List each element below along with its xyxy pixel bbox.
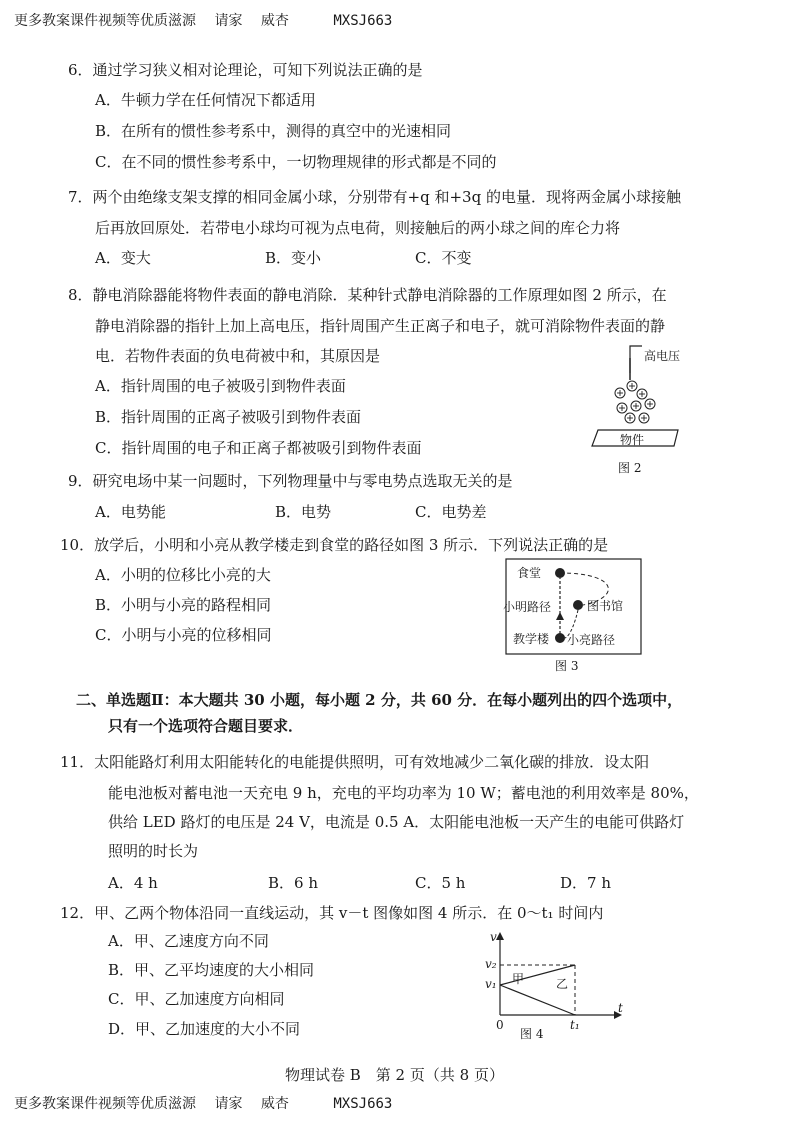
q9-option-b: B．电势 (275, 503, 332, 521)
q8-option-c: C．指针周围的电子和正离子都被吸引到物件表面 (95, 439, 422, 457)
q6-option-b: B．在所有的惯性参考系中，测得的真空中的光速相同 (95, 122, 452, 140)
q8-option-a: A．指针周围的电子被吸引到物件表面 (95, 377, 346, 395)
q11-option-c: C．5 h (415, 874, 466, 892)
fig4-v-axis-label: v (490, 930, 497, 944)
fig4-v2-label: v₂ (485, 957, 497, 971)
fig3-xiaoming-path-label: 小明路径 (503, 600, 552, 614)
q9-option-a: A．电势能 (95, 503, 166, 521)
q8-option-b: B．指针周围的正离子被吸引到物件表面 (95, 408, 362, 426)
q7-option-b: B．变小 (265, 249, 322, 267)
q7-option-c: C．不变 (415, 249, 472, 267)
header-contact: 请家 (214, 13, 243, 29)
q8-line1: 8．静电消除器能将物件表面的静电消除．某种针式静电消除器的工作原理如图 2 所示，在 (68, 286, 667, 304)
fig4-caption: 图 4 (520, 1027, 544, 1041)
footer-code: MXSJ663 (333, 1096, 393, 1112)
q6-option-a: A．牛顿力学在任何情况下都适用 (95, 91, 316, 109)
fig2-caption: 图 2 (618, 461, 642, 475)
q10-option-c: C．小明与小亮的位移相同 (95, 626, 272, 644)
q11-line3: 供给 LED 路灯的电压是 24 V，电流是 0.5 A．太阳能电池板一天产生的电能可供路灯 (108, 813, 685, 831)
q10-stem: 10．放学后，小明和小亮从教学楼走到食堂的路径如图 3 所示．下列说法正确的是 (60, 536, 609, 554)
fig2-object-label: 物件 (620, 433, 645, 447)
fig3-library-label: 图书馆 (587, 599, 624, 613)
section2-heading-line1: 二、单选题Ⅱ：本大题共 30 小题，每小题 2 分，共 60 分．在每小题列出的四个选项中， (76, 691, 683, 709)
q12-option-a: A．甲、乙速度方向不同 (108, 932, 269, 950)
fig4-t-axis-label: t (618, 1001, 623, 1015)
fig4-v1-label: v₁ (485, 977, 497, 991)
q7-option-a: A．变大 (95, 249, 151, 267)
q8-line2: 静电消除器的指针上加上高电压，指针周围产生正离子和电子，就可消除物件表面的静 (95, 317, 666, 335)
q12-option-c: C．甲、乙加速度方向相同 (108, 990, 285, 1008)
header-code: MXSJ663 (333, 13, 393, 29)
q11-line1: 11．太阳能路灯利用太阳能转化的电能提供照明，可有效地减少二氧化碳的排放．设太阳 (60, 753, 650, 771)
fig2-high-voltage-label: 高电压 (644, 349, 681, 363)
figure-2 (580, 338, 700, 478)
fig4-jia-label: 甲 (512, 972, 525, 986)
header-name: 威杏 (260, 13, 289, 29)
q8-line3: 电．若物件表面的负电荷被中和，其原因是 (95, 347, 381, 365)
fig4-yi-label: 乙 (556, 977, 569, 991)
fig4-t1-label: t₁ (570, 1018, 580, 1032)
footer-name: 威杏 (260, 1096, 289, 1112)
fig3-caption: 图 3 (555, 659, 579, 673)
q12-option-d: D．甲、乙加速度的大小不同 (108, 1020, 301, 1038)
q7-line1: 7．两个由绝缘支架支撑的相同金属小球，分别带有+q 和+3q 的电量．现将两金属小球接触 (68, 188, 681, 206)
q9-stem: 9．研究电场中某一问题时，下列物理量中与零电势点选取无关的是 (68, 472, 513, 490)
q7-line2: 后再放回原处．若带电小球均可视为点电荷，则接触后的两小球之间的库仑力将 (95, 219, 621, 237)
q12-stem: 12．甲、乙两个物体沿同一直线运动，其 v－t 图像如图 4 所示．在 0～t₁ 时间内 (60, 904, 604, 922)
footer-contact: 请家 (214, 1096, 243, 1112)
q11-option-a: A．4 h (108, 874, 158, 892)
q6-stem: 6．通过学习狭义相对论理论，可知下列说法正确的是 (68, 61, 423, 79)
q10-option-b: B．小明与小亮的路程相同 (95, 596, 272, 614)
page-footer: 物理试卷 B 第 2 页（共 8 页） (285, 1066, 504, 1084)
footer-promo: 更多教案课件视频等优质滋源 (14, 1096, 196, 1112)
fig4-origin-label: 0 (496, 1018, 504, 1032)
q11-option-d: D．7 h (560, 874, 611, 892)
q9-option-c: C．电势差 (415, 503, 487, 521)
fig3-xiaoliang-path-label: 小亮路径 (567, 633, 616, 647)
footer-watermark (14, 1097, 392, 1111)
figure-3 (505, 558, 705, 678)
q12-option-b: B．甲、乙平均速度的大小相同 (108, 961, 315, 979)
section2-heading-line2: 只有一个选项符合题目要求． (108, 717, 304, 735)
figure-4 (480, 930, 630, 1042)
header-watermark (14, 14, 392, 28)
fig3-canteen-label: 食堂 (517, 566, 542, 580)
header-promo: 更多教案课件视频等优质滋源 (14, 13, 196, 29)
q10-option-a: A．小明的位移比小亮的大 (95, 566, 271, 584)
q11-option-b: B．6 h (268, 874, 318, 892)
q6-option-c: C．在不同的惯性参考系中，一切物理规律的形式都是不同的 (95, 153, 497, 171)
q11-line2: 能电池板对蓄电池一天充电 9 h，充电的平均功率为 10 W；蓄电池的利用效率是 80%， (108, 784, 699, 802)
q11-line4: 照明的时长为 (108, 842, 199, 860)
fig3-building-label: 教学楼 (513, 632, 550, 646)
